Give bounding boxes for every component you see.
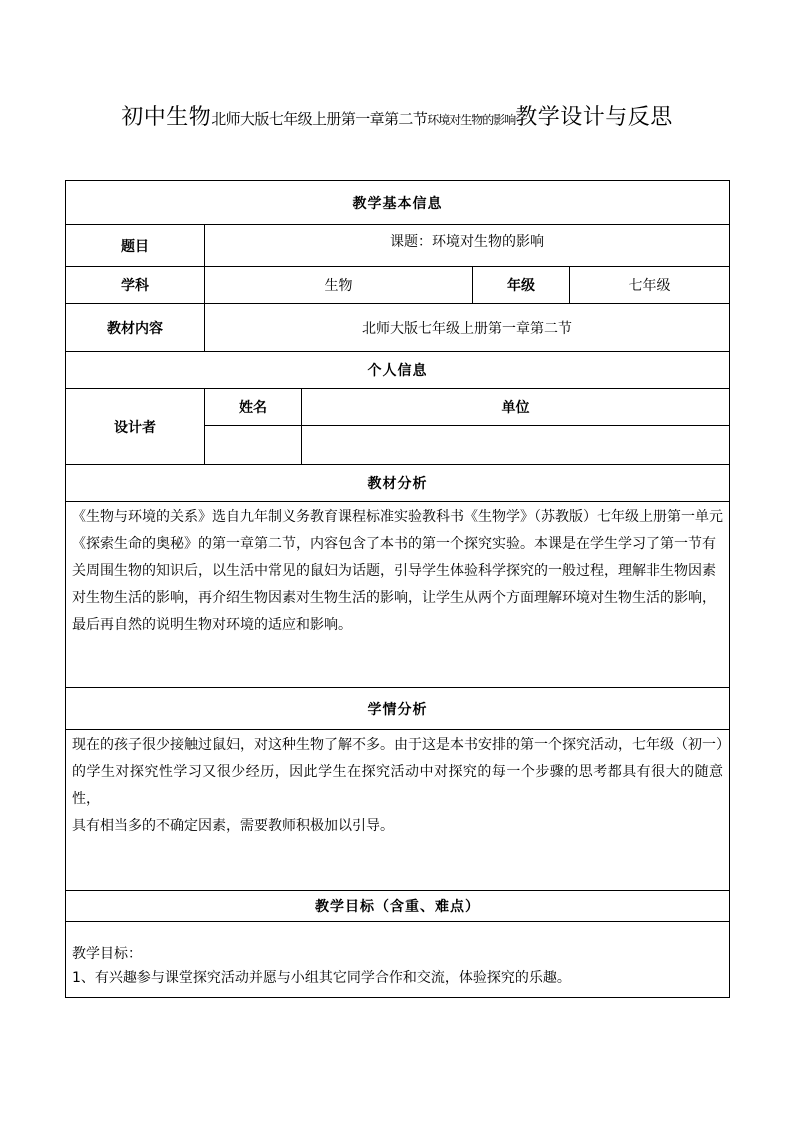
paragraph-line: 的学生对探究性学习又很少经历，因此学生在探究活动中对探究的每一个步骤的思考都具有很大的随意性， xyxy=(72,764,724,807)
designer-label: 设计者 xyxy=(66,389,205,465)
objectives-body xyxy=(66,922,730,998)
paragraph-line: 《生物与环境的关系》选自九年制义务教育课程标准实验教科书《生物学》（苏教版）七年级上册第一单元 xyxy=(72,509,723,525)
grade-value: 七年级 xyxy=(570,267,730,304)
subject-label: 学科 xyxy=(66,267,205,304)
lesson-plan-table xyxy=(65,180,730,998)
material-label: 教材内容 xyxy=(66,304,205,352)
section-heading-personal-info: 个人信息 xyxy=(66,352,730,389)
name-value xyxy=(205,426,302,465)
material-analysis-body xyxy=(66,502,730,688)
section-heading-objectives: 教学目标（含重、难点） xyxy=(66,891,730,922)
student-analysis-body xyxy=(66,730,730,891)
title-part-1: 初中生物 xyxy=(121,105,212,130)
paragraph-line: 1、有兴趣参与课堂探究活动并愿与小组其它同学合作和交流，体验探究的乐趣。 xyxy=(72,970,571,986)
paragraph-line: 对生物生活的影响，再介绍生物因素对生物生活的影响，让学生从两个方面理解环境对生物生活的影响， xyxy=(72,590,716,606)
paragraph-line: 《探索生命的奥秘》的第一章第二节，内容包含了本书的第一个探究实验。本课是在学生学习了第一节有 xyxy=(72,536,716,552)
section-heading-material-analysis: 教材分析 xyxy=(66,465,730,502)
section-heading-basic-info: 教学基本信息 xyxy=(66,181,730,225)
topic-value: 课题：环境对生物的影响 xyxy=(205,225,730,267)
title-part-4: 教学设计与反思 xyxy=(515,105,673,130)
paragraph-line: 关周围生物的知识后，以生活中常见的鼠妇为话题，引导学生体验科学探究的一般过程，理解非生物因素 xyxy=(72,563,716,579)
name-label: 姓名 xyxy=(205,389,302,426)
grade-label: 年级 xyxy=(473,267,570,304)
paragraph-line: 教学目标： xyxy=(72,946,142,962)
section-heading-student-analysis: 学情分析 xyxy=(66,688,730,730)
document-title xyxy=(0,100,794,138)
paragraph-line: 最后再自然的说明生物对环境的适应和影响。 xyxy=(72,617,352,633)
paragraph-line: 具有相当多的不确定因素，需要教师积极加以引导。 xyxy=(72,818,394,834)
unit-value xyxy=(302,426,730,465)
title-part-3: 环境对生物的影响 xyxy=(427,113,516,127)
subject-value: 生物 xyxy=(205,267,473,304)
title-part-2: 北师大版七年级上册第一章第二节 xyxy=(211,110,428,128)
unit-label: 单位 xyxy=(302,389,730,426)
material-value: 北师大版七年级上册第一章第二节 xyxy=(205,304,730,352)
paragraph-line: 现在的孩子很少接触过鼠妇，对这种生物了解不多。由于这是本书安排的第一个探究活动，七年级（初一） xyxy=(72,737,730,753)
topic-label: 题目 xyxy=(66,225,205,267)
